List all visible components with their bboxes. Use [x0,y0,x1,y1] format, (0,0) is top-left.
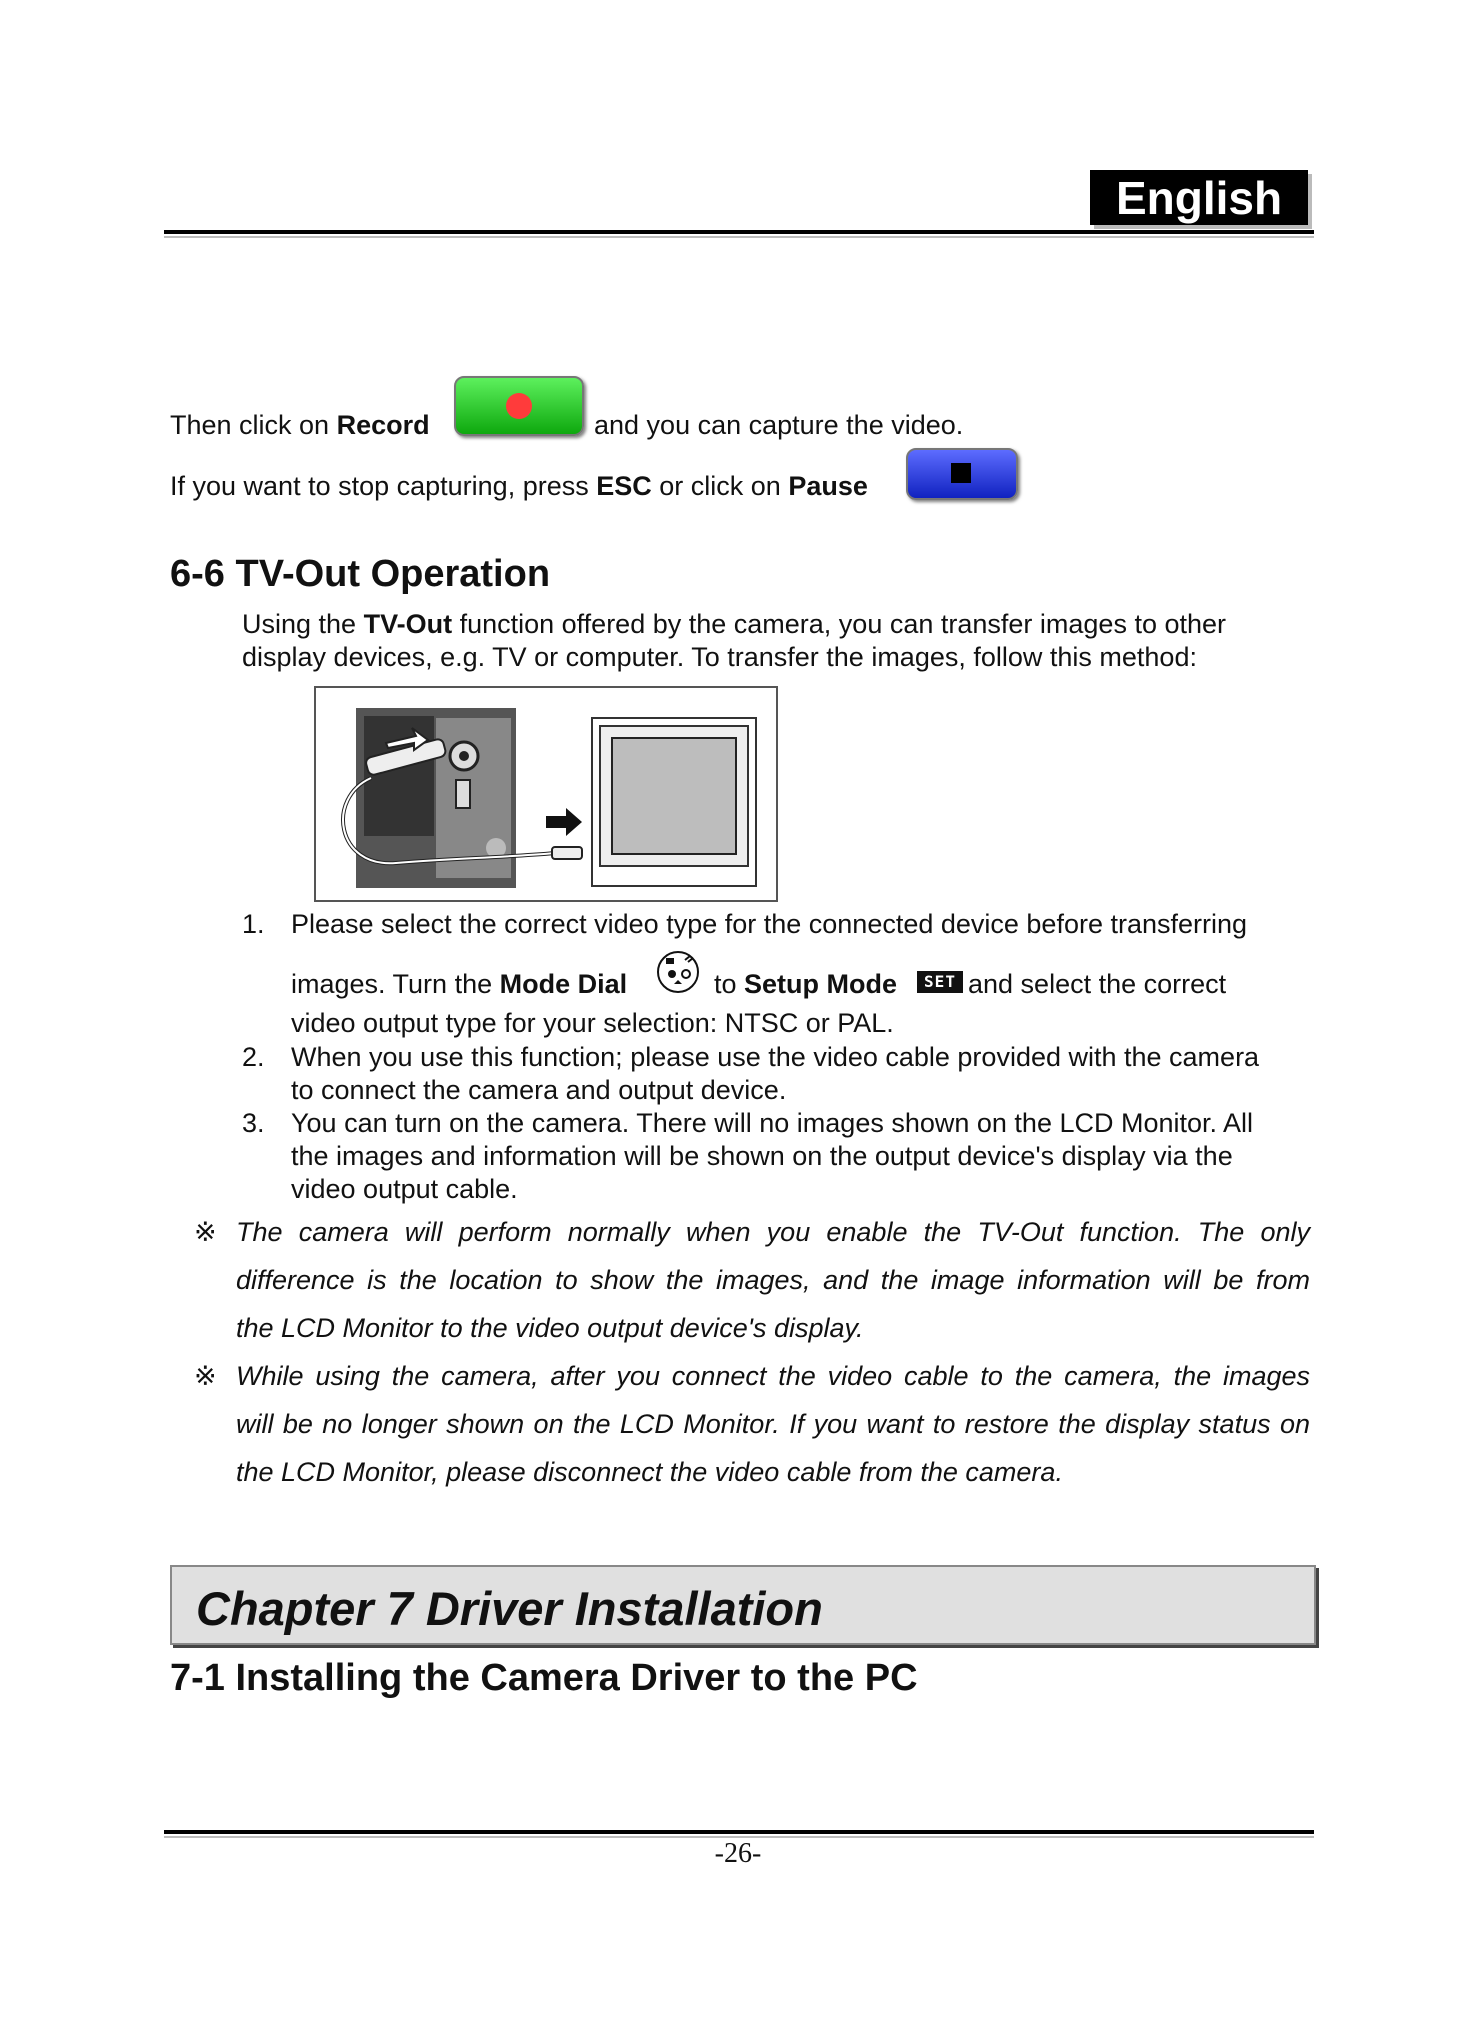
step-2-line-2: to connect the camera and output device. [291,1075,787,1105]
tv-screen [612,738,736,854]
to-text: to [714,969,745,999]
step-3-number: 3. [242,1108,265,1138]
capture-line-2-mid: or click on [651,471,789,501]
language-badge: English [1090,170,1308,225]
capture-line-2-text: If you want to stop capturing, press [170,471,597,501]
av-port-center [459,751,469,761]
capture-line-1 [170,408,430,442]
record-dot-icon [506,393,532,419]
note-2-line-1: While using the camera, after you connect the video cable to the camera, the images [236,1361,1310,1391]
step-3-line-1: You can turn on the camera. There will no images shown on the LCD Monitor. All [291,1108,1254,1138]
chapter-title: Chapter 7 Driver Installation [196,1582,823,1635]
intro-pre: Using the [242,609,364,639]
note-1-mark: ※ [194,1217,217,1247]
header-rule-shadow [164,236,1314,238]
step-1-line-3: video output type for your selection: NTSC or PAL. [291,1008,894,1038]
note-1-line-3: the LCD Monitor to the video output device's display. [236,1313,864,1343]
step-2-line-1: When you use this function; please use the video cable provided with the camera [291,1042,1260,1072]
section-6-6-heading: 6-6 TV-Out Operation [170,553,551,595]
note-1 [236,1208,1310,1352]
note-2-line-2: will be no longer shown on the LCD Monitor. If you want to restore the display status on [236,1409,1310,1439]
step-1-line-2-pre: images. Turn the [291,969,500,999]
note-1-line-2: difference is the location to show the images, and the image information will be from [236,1265,1310,1295]
capture-line-1-text: Then click on [170,410,337,440]
step-1-line-2 [291,968,627,1001]
intro-post: function offered by the camera, you can transfer images to other [452,609,1227,639]
rca-plug [552,847,582,859]
section-7-1-heading: 7-1 Installing the Camera Driver to the PC [170,1657,918,1699]
mode-dial-icon [652,948,704,994]
record-button-icon [454,376,584,436]
setup-mode-label: Setup Mode [744,969,898,999]
pause-label: Pause [788,471,868,501]
step-3-line-2: the images and information will be shown on the output device's display via the [291,1141,1233,1171]
capture-line-1-post: and you can capture the video. [594,410,964,440]
step-1-line-1: Please select the correct video type for the connected device before transferring [291,909,1248,939]
section-6-6-intro [242,608,1312,674]
page-number: -26- [714,1838,762,1869]
step-3-line-3: video output cable. [291,1174,518,1204]
tv-out-figure [314,686,778,902]
pause-square-icon [951,463,971,483]
chapter-banner [170,1565,1316,1645]
step-1-line-2-post: and select the correct [968,969,1227,999]
step-1-number: 1. [242,909,265,939]
record-label: Record [336,410,430,440]
esc-label: ESC [596,471,652,501]
usb-port [456,780,470,808]
capture-line-2 [170,469,868,503]
intro-line-1 [242,608,1312,641]
footer-rule [164,1830,1314,1834]
arrow-right-icon [546,808,582,836]
note-1-line-1: The camera will perform normally when you enable the TV-Out function. The only [236,1217,1310,1247]
note-2-mark: ※ [194,1361,217,1391]
tv-out-label: TV-Out [363,609,453,639]
step-2-number: 2. [242,1042,265,1072]
camera-to-tv-illustration [316,688,776,900]
mode-dial-label: Mode Dial [499,969,628,999]
setup-mode-icon: SET [917,971,963,993]
note-2 [236,1352,1310,1496]
intro-line-2: display devices, e.g. TV or computer. To transfer the images, follow this method: [242,642,1197,672]
header-rule [164,230,1314,234]
step-1-line-2-mid [714,968,897,1001]
note-2-line-3: the LCD Monitor, please disconnect the video cable from the camera. [236,1457,1063,1487]
pause-button-icon [906,448,1018,500]
camera-grip [364,716,434,836]
